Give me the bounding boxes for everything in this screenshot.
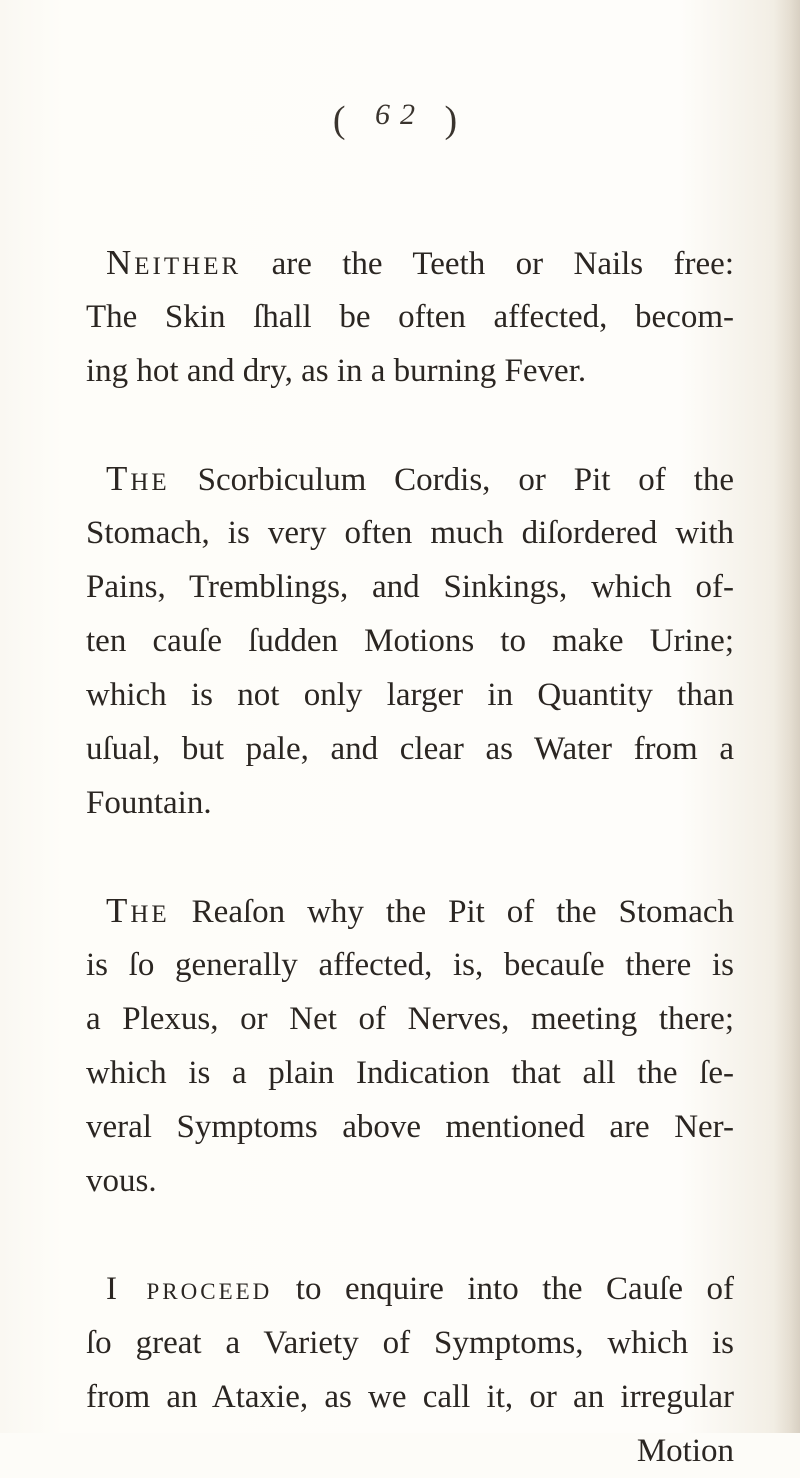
paragraph-lead-word: Neither: [106, 243, 242, 282]
paragraph-line: uſual, but pale, and clear as Water from a: [86, 731, 734, 767]
paragraph-line: veral Symptoms above mentioned are Ner-: [86, 1109, 734, 1145]
line-text: Scorbiculum Cordis, or Pit of the: [197, 462, 735, 498]
page-number-value: 62: [375, 98, 425, 131]
paragraph-line: vous.: [86, 1163, 157, 1199]
line-text: to enquire into the Cauſe of: [295, 1271, 734, 1307]
page-edge-shadow: [774, 0, 800, 1433]
paragraph-line: which is not only larger in Quantity than: [86, 677, 734, 713]
catchword: Motion: [636, 1433, 734, 1469]
page-number: [0, 98, 800, 142]
paragraph-line: a Plexus, or Net of Nerves, meeting there;: [86, 1001, 734, 1037]
paragraph-line: ſo great a Variety of Symptoms, which is: [86, 1325, 734, 1361]
paragraph-3: [86, 884, 734, 1208]
paragraph-gap: [86, 830, 734, 884]
paragraph-gap: [86, 1208, 734, 1262]
paragraph-line: Pains, Tremblings, and Sinkings, which of-: [86, 569, 734, 605]
paragraph-line: is ſo generally affected, is, becauſe there is: [86, 947, 734, 983]
paragraph-line: ten cauſe ſudden Motions to make Urine;: [86, 623, 734, 659]
paragraph-4: [86, 1262, 734, 1424]
line-text: Reaſon why the Pit of the Stomach: [191, 894, 734, 930]
page-number-open-paren: (: [332, 99, 356, 141]
paragraph-line: which is a plain Indication that all the ſe-: [86, 1055, 734, 1091]
paragraph-line: [86, 1262, 734, 1316]
paragraph-lead-word: I proceed: [106, 1271, 273, 1307]
paragraph-gap: [86, 398, 734, 452]
paragraph-lead-word: The: [106, 891, 170, 930]
paragraph-line: Stomach, is very often much diſordered with: [86, 515, 734, 551]
paragraph-line: The Skin ſhall be often affected, becom-: [86, 299, 734, 335]
paragraph-1: [86, 236, 734, 398]
paragraph-line: [86, 452, 734, 506]
body-text: [86, 236, 734, 1478]
paragraph-line: [86, 236, 734, 290]
paragraph-line: [86, 884, 734, 938]
line-text: are the Teeth or Nails free:: [271, 246, 734, 282]
paragraph-lead-word: The: [106, 459, 170, 498]
paragraph-line: Fountain.: [86, 785, 212, 821]
page-number-close-paren: ): [444, 99, 468, 141]
paragraph-2: [86, 452, 734, 830]
paragraph-line: ing hot and dry, as in a burning Fever.: [86, 353, 587, 389]
paragraph-line: from an Ataxie, as we call it, or an irregular: [86, 1379, 734, 1415]
